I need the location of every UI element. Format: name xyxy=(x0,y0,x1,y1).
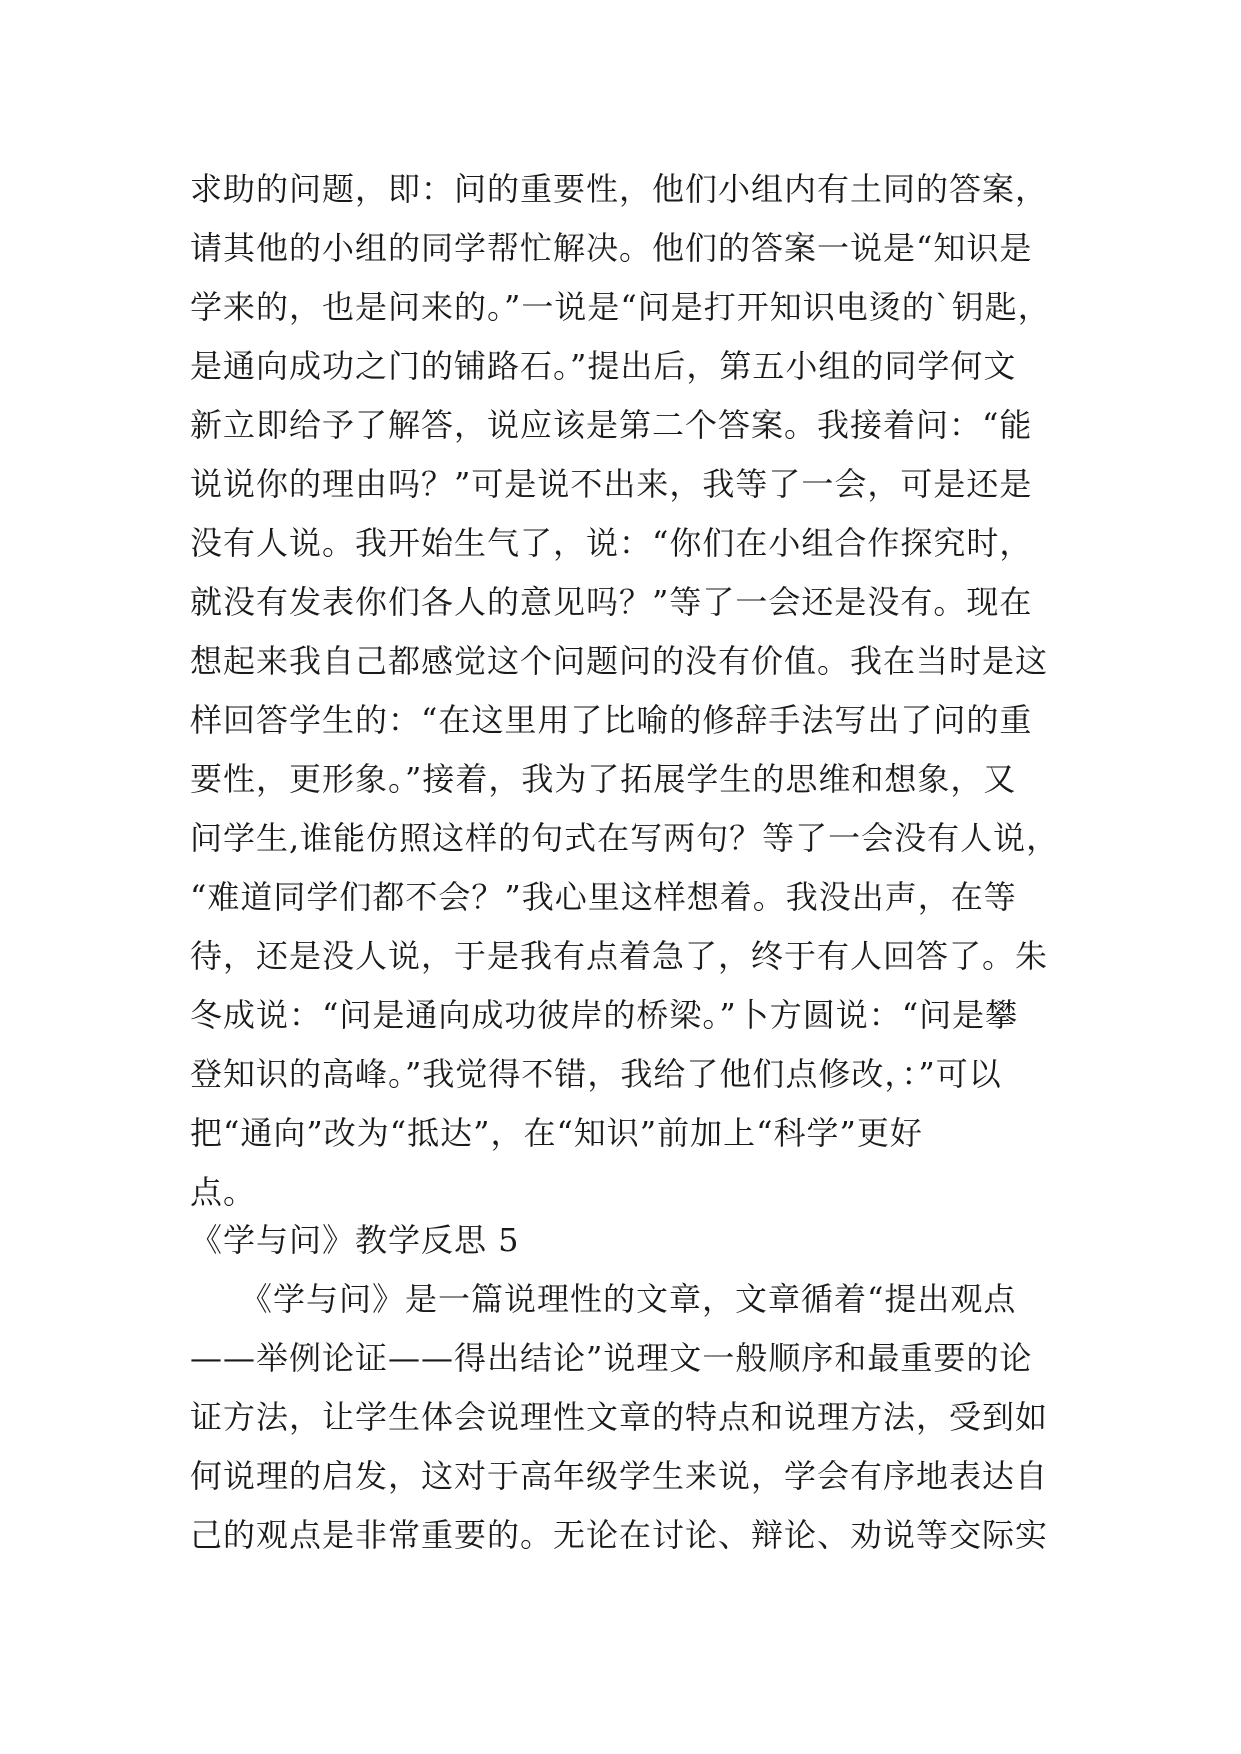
text-line: 没有人说。我开始生气了，说：“你们在小组合作探究时， xyxy=(190,524,1033,562)
text-line: 登知识的高峰。”我觉得不错，我给了他们点修改，：”可以 xyxy=(190,1055,1002,1093)
text-line: 己的观点是非常重要的。无论在讨论、辩论、劝说等交际实 xyxy=(190,1516,1049,1554)
text-line: ——举例论证——得出结论”说理文一般顺序和最重要的论 xyxy=(190,1339,1033,1377)
text-line: 就没有发表你们各人的意见吗？”等了一会还是没有。现在 xyxy=(190,583,1033,621)
text-line: 说说你的理由吗？”可是说不出来，我等了一会，可是还是 xyxy=(190,465,1033,503)
paragraph-new xyxy=(190,1270,1050,1565)
text-line: 新立即给予了解答，说应该是第二个答案。我接着问：“能 xyxy=(190,406,1033,444)
text-line: 点。 xyxy=(190,1173,257,1211)
paragraph-continued xyxy=(190,160,1060,1222)
text-line: 何说理的启发，这对于高年级学生来说，学会有序地表达自 xyxy=(190,1457,1049,1495)
text-line: 把“通向”改为“抵达”，在“知识”前加上“科学”更好 xyxy=(190,1114,923,1152)
section-heading xyxy=(190,1211,1050,1270)
text-line: 样回答学生的：“在这里用了比喻的修辞手法写出了问的重 xyxy=(190,701,1033,739)
text-line: 求助的问题，即：问的重要性，他们小组内有土同的答案， xyxy=(190,170,1049,208)
text-line: 冬成说：“问是通向成功彼岸的桥梁。”卜方圆说：“问是攀 xyxy=(190,996,1019,1034)
text-line: 要性，更形象。”接着，我为了拓展学生的思维和想象，又 xyxy=(190,760,1017,798)
text-line: 证方法，让学生体会说理性文章的特点和说理方法，受到如 xyxy=(190,1398,1049,1436)
text-line: 想起来我自己都感觉这个问题问的没有价值。我在当时是这 xyxy=(190,642,1049,680)
text-line: 请其他的小组的同学帮忙解决。他们的答案一说是“知识是 xyxy=(190,229,1033,267)
text-line: 《学与问》是一篇说理性的文章，文章循着“提出观点 xyxy=(190,1280,1017,1318)
text-line: 是通向成功之门的铺路石。”提出后，第五小组的同学何文 xyxy=(190,347,1017,385)
section-heading-text: 《学与问》教学反思 5 xyxy=(190,1221,520,1259)
text-line: 待，还是没人说，于是我有点着急了，终于有人回答了。朱 xyxy=(190,937,1049,975)
text-line: 问学生,谁能仿照这样的句式在写两句？等了一会没有人说， xyxy=(190,819,1060,857)
text-line: 学来的，也是问来的。”一说是“问是打开知识电烫的`钥匙， xyxy=(190,288,1051,326)
text-line: “难道同学们都不会？”我心里这样想着。我没出声，在等 xyxy=(190,878,1017,916)
